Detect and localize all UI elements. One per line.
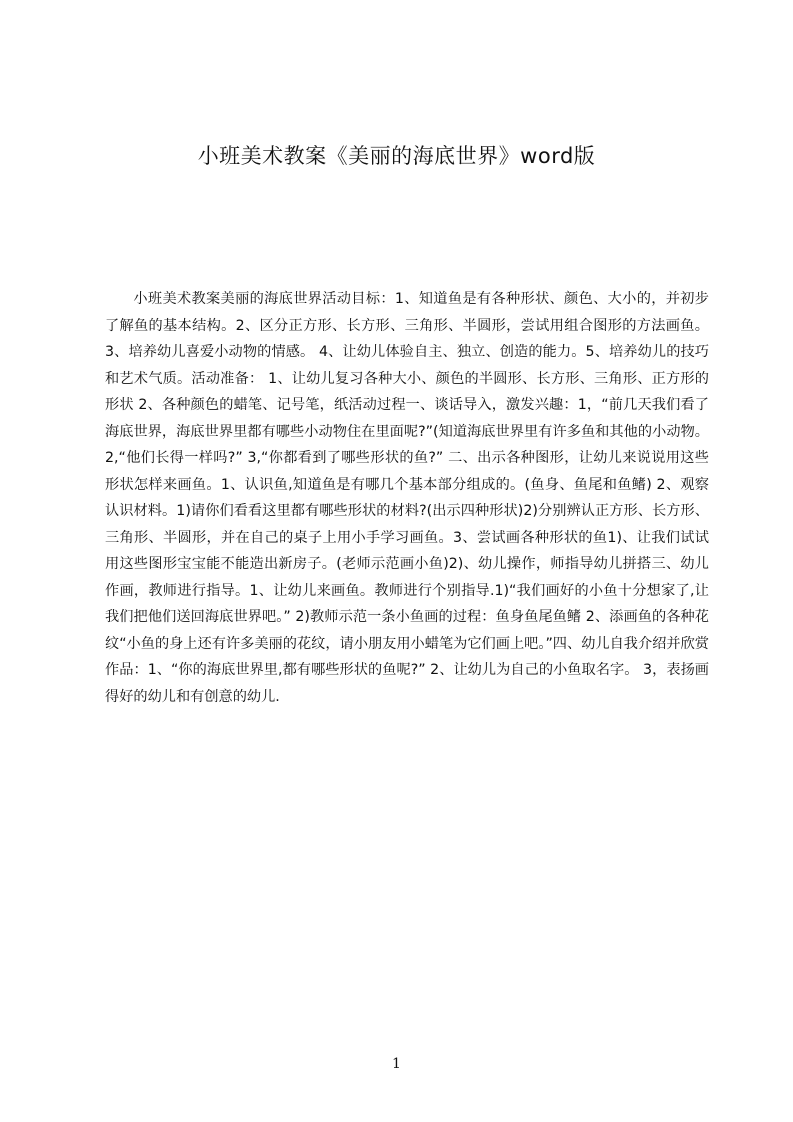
- page-number: 1: [392, 1056, 401, 1072]
- document-body: 小班美术教案美丽的海底世界活动目标：1、知道鱼是有各种形状、颜色、大小的，并初步了解鱼的基本结构。2、区分正方形、长方形、三角形、半圆形，尝试用组合图形的方法画鱼。3、培养幼儿喜爱小动物的情感。 4、让幼儿体验自主、独立、创造的能力。5、培养幼儿的技巧和艺术气质。活动准备： 1、让幼儿复习各种大小、颜色的半圆形、长方形、三角形、正方形的形状 2、各种颜色的蜡笔、记号笔，纸活动过程一、谈话导入，激发兴趣：1，“前几天我们看了海底世界，海底世界里都有哪些小动物住在里面呢?”(知道海底世界里有许多鱼和其他的小动物。2,“他们长得一样吗?” 3,“你都看到了哪些形状的鱼?” 二、出示各种图形，让幼儿来说说用这些形状怎样来画鱼。1、认识鱼,知道鱼是有哪几个基本部分组成的。(鱼身、鱼尾和鱼鳍) 2、观察认识材料。1)请你们看看这里都有哪些形状的材料?(出示四种形状)2)分别辨认正方形、长方形、三角形、半圆形，并在自己的桌子上用小手学习画鱼。3、尝试画各种形状的鱼1)、让我们试试用这些图形宝宝能不能造出新房子。(老师示范画小鱼)2)、幼儿操作，师指导幼儿拼搭三、幼儿作画，教师进行指导。1、让幼儿来画鱼。教师进行个别指导.1)“我们画好的小鱼十分想家了,让我们把他们送回海底世界吧。” 2)教师示范一条小鱼画的过程：鱼身鱼尾鱼鳍 2、添画鱼的各种花纹“小鱼的身上还有许多美丽的花纹，请小朋友用小蜡笔为它们画上吧。”四、幼儿自我介绍并欣赏作品：1、“你的海底世界里,都有哪些形状的鱼呢?” 2、让幼儿为自己的小鱼取名字。 3，表扬画得好的幼儿和有创意的幼儿.: [105, 291, 709, 705]
- document-title: 小班美术教案《美丽的海底世界》word版: [197, 144, 596, 168]
